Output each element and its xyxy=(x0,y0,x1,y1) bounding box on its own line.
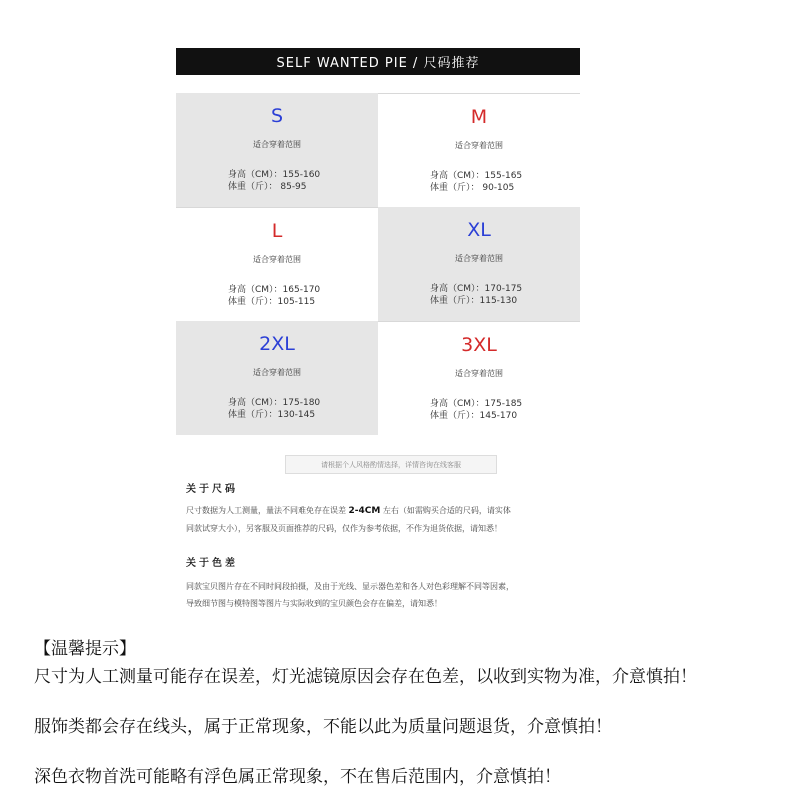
size-label: S xyxy=(270,105,284,127)
size-cell-m xyxy=(378,93,580,207)
about-size-line-1 xyxy=(186,502,586,520)
size-cell-xl xyxy=(378,207,580,321)
range-label: 适合穿着范围 xyxy=(253,140,301,149)
height-range: 身高（CM）：175-185 xyxy=(430,399,523,409)
size-label: 2XL xyxy=(259,333,295,355)
weight-range: 体重（斤）：145-170 xyxy=(430,411,518,421)
about-color-line-1: 同款宝贝图片存在不同时间段拍摄，及由于光线、显示器色差和各人对色彩理解不同等因素， xyxy=(186,582,514,591)
height-range: 身高（CM）：155-165 xyxy=(430,171,523,181)
weight-range: 体重（斤）：115-130 xyxy=(430,296,518,306)
style-notice xyxy=(285,455,497,474)
range-label: 适合穿着范围 xyxy=(253,368,301,377)
about-size-title: 关于尺码 xyxy=(186,484,238,495)
tips-title: 【温馨提示】 xyxy=(34,639,136,659)
size-grid xyxy=(176,93,580,435)
size-label: M xyxy=(470,106,488,128)
size-label: XL xyxy=(467,219,491,241)
error-range: 2-4CM xyxy=(348,506,381,516)
range-label: 适合穿着范围 xyxy=(455,254,503,263)
tips-line-3: 深色衣物首洗可能略有浮色属正常现象，不在售后范围内，介意慎拍！ xyxy=(34,767,561,787)
size-cell-3xl xyxy=(378,321,580,435)
about-color-text xyxy=(186,578,586,612)
range-label: 适合穿着范围 xyxy=(253,255,301,264)
range-label: 适合穿着范围 xyxy=(455,369,503,378)
tips-line-2: 服饰类都会存在线头，属于正常现象，不能以此为质量问题退货，介意慎拍！ xyxy=(34,717,612,737)
tips-line-1: 尺寸为人工测量可能存在误差，灯光滤镜原因会存在色差，以收到实物为准，介意慎拍！ xyxy=(34,667,697,687)
about-color-title: 关于色差 xyxy=(186,558,238,569)
size-cell-s xyxy=(176,93,378,207)
weight-range: 体重（斤）： 85-95 xyxy=(228,182,307,192)
about-color-line-2: 导致细节图与模特图等图片与实际收到的宝贝颜色会存在偏差，请知悉！ xyxy=(186,599,442,608)
size-chart-header xyxy=(176,48,580,75)
weight-range: 体重（斤）：105-115 xyxy=(228,297,316,307)
size-label: L xyxy=(271,220,283,242)
size-label: 3XL xyxy=(461,334,497,356)
notice-text: 请根据个人风格酌情选择，详情咨询在线客服 xyxy=(321,460,461,469)
weight-range: 体重（斤）： 90-105 xyxy=(430,183,515,193)
size-cell-l xyxy=(176,207,378,321)
height-range: 身高（CM）：165-170 xyxy=(228,285,321,295)
height-range: 身高（CM）：155-160 xyxy=(228,170,321,180)
header-title: SELF WANTED PIE / 尺码推荐 xyxy=(276,56,480,71)
about-size-line-2: 同款试穿大小），另客服及页面推荐的尺码，仅作为参考依据，不作为退货依据，请知悉！ xyxy=(186,524,502,533)
weight-range: 体重（斤）：130-145 xyxy=(228,410,316,420)
height-range: 身高（CM）：175-180 xyxy=(228,398,321,408)
size-cell-2xl xyxy=(176,321,378,435)
about-size-line-1-pre: 尺寸数据为人工测量，量法不同难免存在误差 xyxy=(186,506,346,515)
about-size-line-1-post: 左右（如需购买合适的尺码，请实体 xyxy=(382,506,511,515)
height-range: 身高（CM）：170-175 xyxy=(430,284,523,294)
range-label: 适合穿着范围 xyxy=(455,141,503,150)
about-size-text xyxy=(186,502,586,537)
